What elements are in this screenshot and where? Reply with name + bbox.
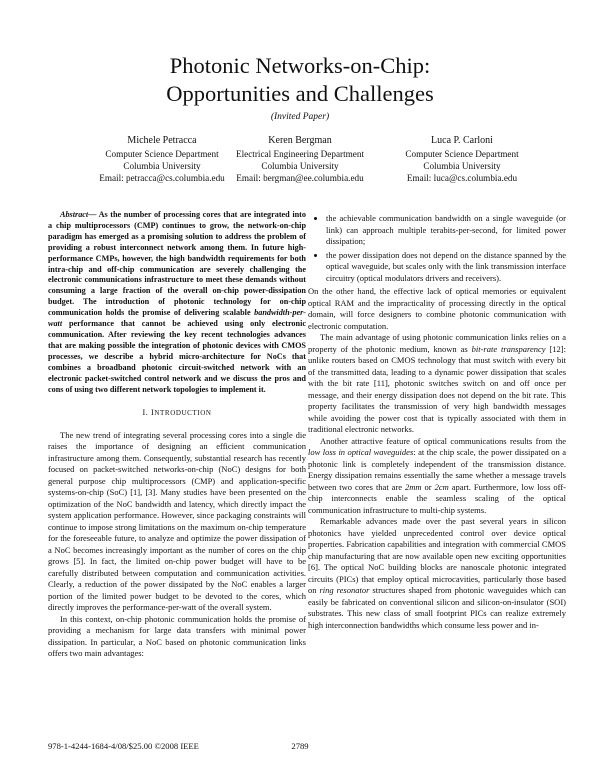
section-heading-introduction — [48, 407, 306, 420]
author-name: Michele Petracca — [127, 135, 197, 146]
author-email: Email: bergman@ee.columbia.edu — [236, 173, 364, 183]
section-name: NTRODUCTION — [154, 409, 212, 418]
author-university: Columbia University — [261, 161, 339, 171]
advantages-list — [308, 213, 566, 284]
author-name: Keren Bergman — [268, 135, 332, 146]
text-run: Remarkable advances made over the past several years in silicon photonics have yielded unprecedented control over device optical properties. Fabrication capabilities and integration with commercial CMOS chip manufacturing that are now available open new exciting opportunities [6]. The optical NoC building blocks are nanoscale photonic integrated circuits (PICs) that employ optical microcavities, particularly those based on — [308, 516, 566, 595]
author-department: Electrical Engineering Department — [235, 149, 365, 159]
paragraph-attractive-feature — [308, 436, 566, 517]
author-email: Email: petracca@cs.columbia.edu — [99, 173, 225, 183]
author-department: Computer Science Department — [105, 149, 219, 159]
title-line-1: Photonic Networks-on-Chip: — [169, 53, 431, 78]
emphasis: low loss in optical waveguides — [308, 447, 414, 457]
paragraph-other-hand: On the other hand, the effective lack of optical memories or equivalent optical RAM and the impracticality of processing directly in the optical domain, will force designers to combine photonic communication with electronic computation. — [308, 286, 566, 331]
text-run: [12]: unlike routers based on CMOS technology that must switch with every bit of the transmitted data, leading to a dynamic power dissipation that scales with the bit rate [11], photonic switches switch on and off once per message, and their energy dissipation does not depend on the bit rate. This property facilitates the transmission of very high bandwidth messages while avoiding the power cost that is typically associated with them in traditional electronic networks. — [308, 343, 566, 434]
right-column — [308, 213, 566, 631]
left-column — [48, 210, 306, 660]
intro-paragraph-1: The new trend of integrating several processing cores into a single die raises the importance of designing an efficient communication infrastructure among them. Consequently, substantial research has recently focused on packet-switched networks-on-chip (NoC) designs for both general purpose chip multiprocessors (CMP) and application-specific systems-on-chip (SoC) [1], [3]. Many studies have been presented on the optimization of the NoC bandwidth and latency, which directly impact the system application performance. However, since packaging constraints will continue to impose strong limitations on the maximum on-chip temperature for the foreseeable future, to analyze and optimize the power dissipation of a NoC becomes increasingly important as the number of cores on the chip grows [5]. In fact, the limited on-chip power budget will have to be carefully distributed between computation and communication activities. Clearly, a reduction of the power dissipated by the NoC enables a larger portion of the limited power budget to be devoted to the cores, which directly improves the performance-per-watt of the overall system. — [48, 429, 306, 613]
math-inline: 2mm — [405, 481, 422, 492]
list-item: • the achievable communication bandwidth on a single waveguide (or link) can approach multiple terabits-per-second, for limited power dissipation; — [326, 213, 566, 248]
abstract-emphasis: bandwidth-per-watt — [48, 308, 306, 329]
section-number: I. I — [142, 408, 155, 418]
text-run: : at the chip scale, the power dissipated on a photonic link is completely independent of the transmission distance. Energy dissipation remains essentially the same whether a message travels between two cores that are — [308, 447, 566, 492]
text-run: structures shaped from photonic waveguides which can easily be fabricated on conventional silicon and silicon-on-insulator (SOI) substrates. This new class of small footprint PICs can realize extremely high interconnection bandwidths which consume less power and in- — [308, 585, 566, 630]
paragraph-main-advantage — [308, 332, 566, 436]
paragraph-remarkable-advances — [308, 516, 566, 631]
author-name: Luca P. Carloni — [431, 135, 493, 146]
math-inline: 2cm — [434, 481, 449, 492]
list-item: • the power dissipation does not depend on the distance spanned by the optical waveguide, but scales only with the link transmission interface circuitry (optical modulators drivers and receivers). — [326, 250, 566, 285]
abstract-label: Abstract — [60, 210, 89, 219]
emphasis: ring resonator — [319, 585, 370, 595]
text-run: apart. Furthermore, low loss off-chip interconnects enable the seamless scaling of the optical communication infrastructure to multi-chip systems. — [308, 481, 566, 515]
author-email: Email: luca@cs.columbia.edu — [406, 173, 518, 183]
author-university: Columbia University — [423, 161, 501, 171]
abstract-dash: — — [88, 210, 99, 219]
abstract — [48, 210, 306, 395]
author-university: Columbia University — [123, 161, 201, 171]
copyright-footer: 978-1-4244-1684-4/08/$25.00 ©2008 IEEE — [48, 741, 199, 751]
abstract-text-2: performance that cannot be achieved using only electronic communication. After reviewing the key recent technologies advances that are making possible the integration of photonic devices with CMOS processes, we describe a hybrid micro-architecture for NoCs that combines a broadband photonic circuit-switched network with an electronic packet-switched control network and we discuss the pros and cons of using two different network topologies to implement it. — [48, 319, 306, 394]
text-run: Another attractive feature of optical communications results from the — [320, 435, 566, 446]
emphasis: bit-rate transparency — [471, 343, 546, 354]
paper-subtitle: (Invited Paper) — [270, 112, 330, 122]
title-line-2: Opportunities and Challenges — [166, 81, 434, 106]
author-3 — [362, 134, 562, 184]
page-number: 2789 — [291, 741, 309, 751]
text-run: or — [421, 481, 435, 492]
abstract-text-1: As the number of processing cores that are integrated into a chip multiprocessors (CMP) continues to grow, the network-on-chip paradigm has emerged as a promising solution to address the problem of providing a robust interconnect network among them. In future high-performance CMPs, however, the high bandwidth requirements for both intra-chip and off-chip communication are severely challenging the electronic communications infrastructure to meet these demands without consuming a large fraction of the overall on-chip power-dissipation budget. The introduction of photonic technology for on-chip communication holds the promise of delivering scalable — [48, 210, 306, 318]
intro-paragraph-2: In this context, on-chip photonic communication holds the promise of providing a mechanism for large data transfers with minimal power dissipation. In particular, a NoC based on photonic communication links offers two main advantages: — [48, 613, 306, 659]
author-department: Computer Science Department — [405, 149, 519, 159]
text-run: The main advantage of using photonic communication links relies on a property of the photonic medium, known as — [308, 332, 566, 354]
paper-title — [0, 52, 600, 108]
